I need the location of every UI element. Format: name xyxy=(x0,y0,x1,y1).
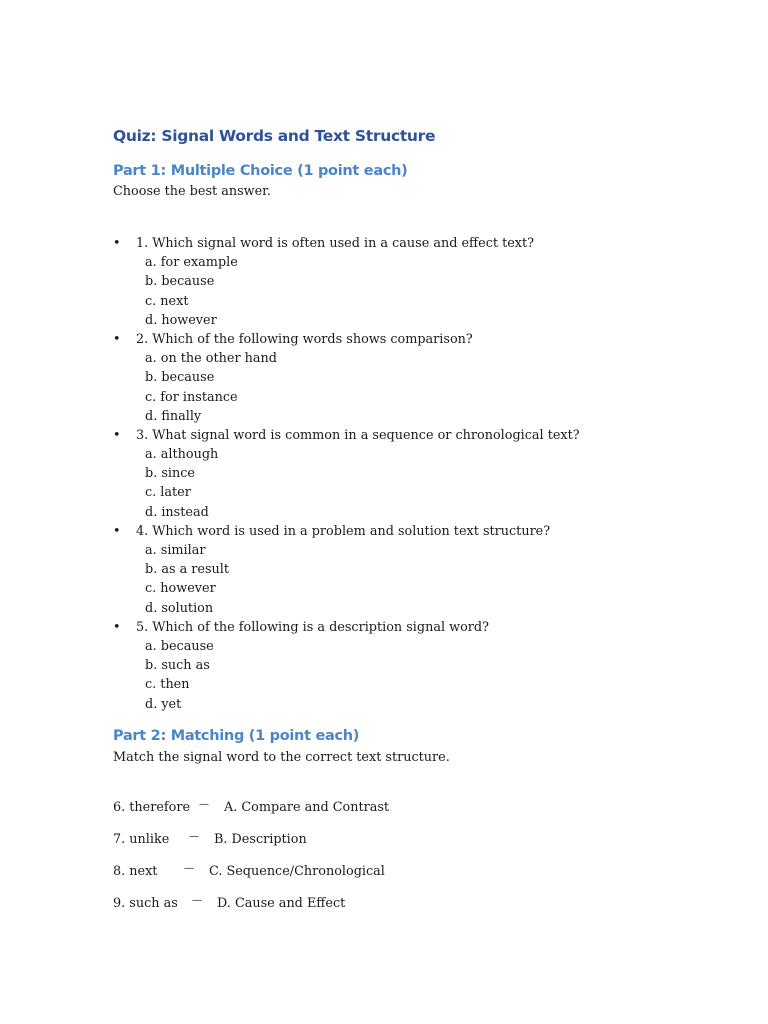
part1-heading: Part 1: Multiple Choice (1 point each) xyxy=(113,163,408,179)
text-structure: B. Description xyxy=(214,831,307,847)
question-item xyxy=(113,522,673,618)
text-structure: C. Sequence/Chronological xyxy=(209,863,385,879)
question-item xyxy=(113,234,673,330)
answer-option: a. because xyxy=(145,638,214,654)
signal-word: 9. such as xyxy=(113,895,178,911)
signal-word: 7. unlike xyxy=(113,831,170,847)
matching-row xyxy=(113,862,673,894)
question-list xyxy=(113,234,673,714)
part2-instructions: Match the signal word to the correct text structure. xyxy=(113,749,450,765)
answer-option: c. however xyxy=(145,581,216,597)
dash-separator: — xyxy=(199,798,209,810)
question-text: 3. What signal word is common in a sequence or chronological text? xyxy=(136,427,580,443)
bullet-icon: • xyxy=(113,236,121,251)
answer-option: b. because xyxy=(145,274,215,290)
part2-heading: Part 2: Matching (1 point each) xyxy=(113,727,360,744)
answer-option: c. then xyxy=(145,677,190,693)
matching-row xyxy=(113,894,673,926)
bullet-icon: • xyxy=(113,427,121,443)
answer-option: c. later xyxy=(145,485,191,501)
answer-option: a. similar xyxy=(145,543,206,558)
answer-option: c. next xyxy=(145,293,189,309)
matching-row xyxy=(113,830,673,862)
signal-word: 8. next xyxy=(113,863,158,879)
document-page xyxy=(113,123,673,926)
question-text: 4. Which word is used in a problem and solution text structure? xyxy=(136,523,551,539)
answer-option: d. solution xyxy=(145,600,214,616)
answer-option: b. such as xyxy=(145,658,210,674)
signal-word: 6. therefore xyxy=(113,799,191,815)
answer-option: b. as a result xyxy=(145,562,230,578)
dash-separator: — xyxy=(189,830,199,842)
answer-option: d. yet xyxy=(145,696,182,712)
answer-option: a. for example xyxy=(145,255,238,271)
answer-option: d. instead xyxy=(145,504,209,520)
dash-separator: — xyxy=(184,862,194,874)
answer-option: d. finally xyxy=(145,408,202,424)
question-text: 5. Which of the following is a description signal word? xyxy=(136,619,489,635)
answer-option: d. however xyxy=(145,312,217,328)
answer-option: a. on the other hand xyxy=(145,351,277,367)
question-item xyxy=(113,426,673,522)
matching-list xyxy=(113,798,673,926)
answer-option: b. since xyxy=(145,466,195,482)
bullet-icon: • xyxy=(113,523,121,539)
question-item xyxy=(113,330,673,426)
text-structure: A. Compare and Contrast xyxy=(224,799,390,815)
question-text: 1. Which signal word is often used in a cause and effect text? xyxy=(136,236,535,251)
bullet-icon: • xyxy=(113,619,121,635)
quiz-title: Quiz: Signal Words and Text Structure xyxy=(113,127,436,145)
matching-row xyxy=(113,798,673,830)
answer-option: c. for instance xyxy=(145,389,238,405)
question-text: 2. Which of the following words shows comparison? xyxy=(136,331,473,347)
bullet-icon: • xyxy=(113,331,121,347)
dash-separator: — xyxy=(192,894,202,906)
text-structure: D. Cause and Effect xyxy=(217,895,346,911)
question-item xyxy=(113,618,673,714)
answer-option: b. because xyxy=(145,370,215,386)
answer-option: a. although xyxy=(145,447,219,463)
part1-instructions: Choose the best answer. xyxy=(113,184,271,199)
